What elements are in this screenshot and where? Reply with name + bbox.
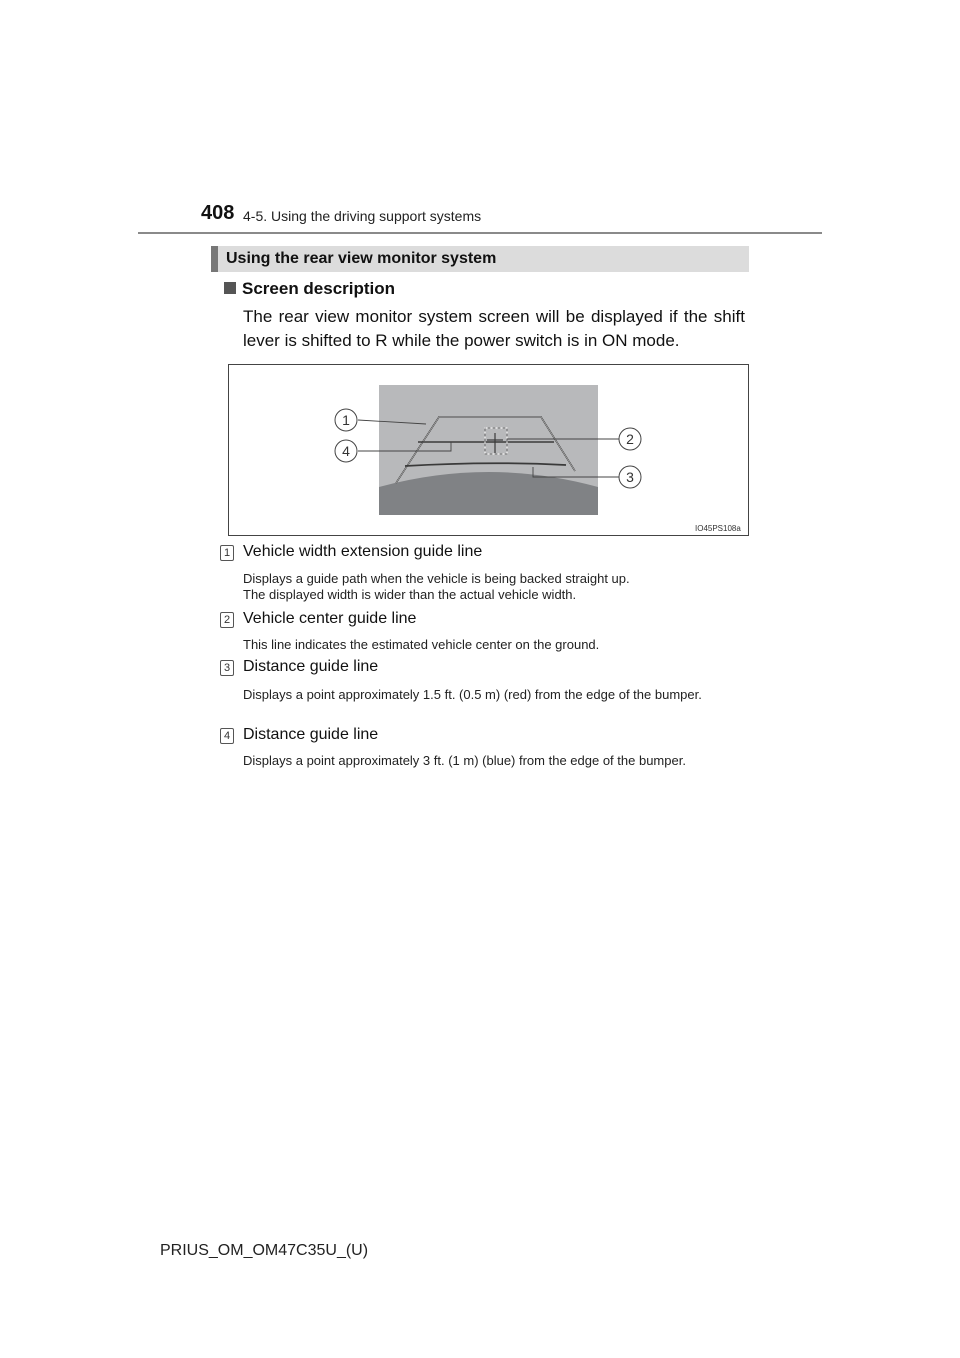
- item-1-description-line-1: Displays a guide path when the vehicle is being backed straight up.: [243, 571, 630, 586]
- section-reference: 4-5. Using the driving support systems: [243, 208, 482, 224]
- square-bullet-icon: [224, 282, 236, 294]
- figure-id: IO45PS108a: [695, 524, 741, 533]
- callout-1-label: 1: [342, 412, 350, 428]
- sub-heading-text: Screen description: [242, 279, 396, 298]
- item-4-marker: 4: [220, 728, 234, 744]
- callout-2-label: 2: [626, 431, 634, 447]
- intro-paragraph: The rear view monitor system screen will be displayed if the shift lever is shifted to R while the power switch is in ON mode.: [243, 307, 745, 350]
- callout-4: [335, 440, 357, 462]
- callout-3: [619, 466, 641, 488]
- item-2-marker: 2: [220, 612, 234, 628]
- sub-heading: [224, 279, 395, 299]
- item-1-description: [243, 571, 745, 603]
- callout-4-label: 4: [342, 443, 350, 459]
- item-2-description: This line indicates the estimated vehicle center on the ground.: [243, 637, 600, 652]
- item-3-description: Displays a point approximately 1.5 ft. (0.5 m) (red) from the edge of the bumper.: [243, 687, 702, 702]
- footer-document-code: PRIUS_OM_OM47C35U_(U): [160, 1242, 369, 1259]
- callout-1: [335, 409, 357, 431]
- callout-3-label: 3: [626, 469, 634, 485]
- section-heading: Using the rear view monitor system: [211, 246, 749, 272]
- callout-2: [619, 428, 641, 450]
- item-1-marker: 1: [220, 545, 234, 561]
- rear-view-monitor-illustration: [229, 365, 748, 535]
- item-4-description: Displays a point approximately 3 ft. (1 m) (blue) from the edge of the bumper.: [243, 753, 686, 768]
- item-1-description-line-2: The displayed width is wider than the actual vehicle width.: [243, 587, 577, 602]
- item-4-title: Distance guide line: [243, 726, 379, 743]
- page-number: 408: [201, 202, 235, 224]
- header-rule: [138, 232, 822, 234]
- item-1-title: Vehicle width extension guide line: [243, 543, 483, 560]
- item-3-title: Distance guide line: [243, 658, 379, 675]
- item-2-title: Vehicle center guide line: [243, 610, 417, 627]
- figure-frame: [228, 364, 749, 536]
- item-3-marker: 3: [220, 660, 234, 676]
